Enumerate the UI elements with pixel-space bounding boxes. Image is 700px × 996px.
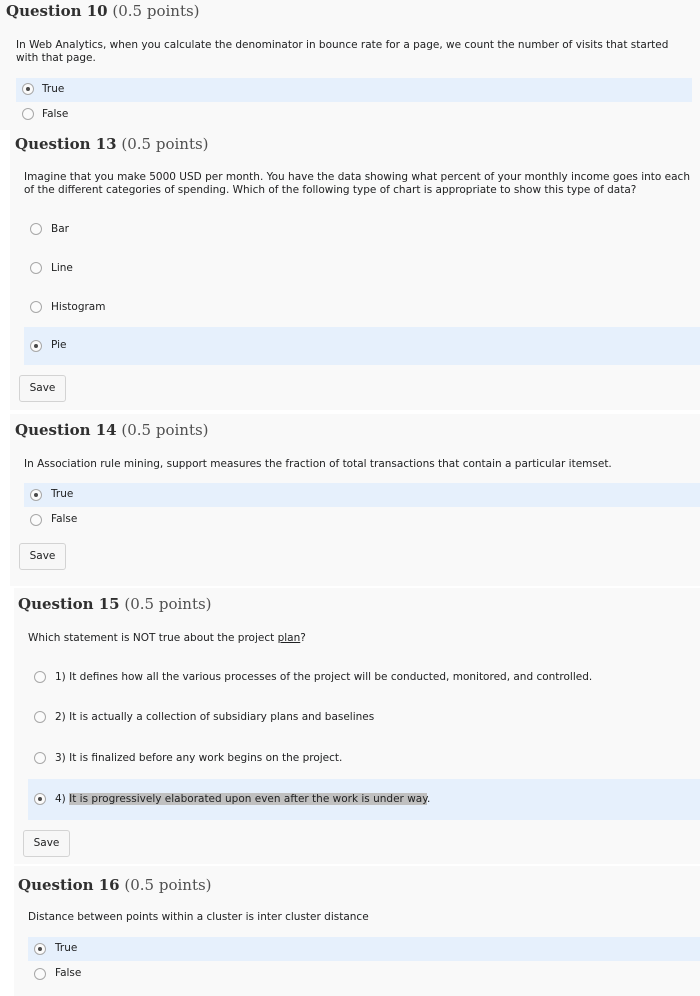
- question-points: (0.5 points): [124, 595, 212, 613]
- question-points: (0.5 points): [121, 421, 209, 439]
- question-number: Question 14: [15, 421, 117, 439]
- option-label: Histogram: [51, 301, 106, 313]
- option-label: [55, 671, 592, 683]
- question-points: (0.5 points): [121, 135, 209, 153]
- option-label: [55, 793, 430, 805]
- question-14-title: [15, 421, 209, 439]
- q15-option-3[interactable]: [28, 747, 700, 771]
- question-13-text: Imagine that you make 5000 USD per month. You have the data showing what percent of your monthly income goes into each of the different categories of spending. Which of the following type of chart is appropriate to show this type of data?: [24, 171, 690, 196]
- q13-save-button[interactable]: Save: [19, 375, 66, 402]
- q16-option-false[interactable]: [28, 962, 700, 986]
- radio-button-selected[interactable]: [22, 83, 34, 95]
- q14-save-button[interactable]: Save: [19, 543, 66, 570]
- option-label: [55, 711, 374, 723]
- radio-button[interactable]: [34, 671, 46, 683]
- option-number: 2): [55, 711, 66, 723]
- question-14-text: In Association rule mining, support measures the fraction of total transactions that contain a particular itemset.: [24, 458, 612, 470]
- option-label: True: [55, 942, 78, 954]
- radio-button[interactable]: [34, 711, 46, 723]
- question-number: Question 10: [6, 2, 108, 20]
- question-15-text: [28, 632, 688, 645]
- q15-option-2[interactable]: [28, 706, 700, 730]
- option-number: 4): [55, 793, 66, 805]
- question-number: Question 13: [15, 135, 117, 153]
- radio-button[interactable]: [30, 301, 42, 313]
- radio-button-selected[interactable]: [30, 489, 42, 501]
- radio-button[interactable]: [30, 262, 42, 274]
- question-number: Question 16: [18, 876, 120, 894]
- radio-button[interactable]: [30, 223, 42, 235]
- q16-option-true[interactable]: [28, 937, 700, 961]
- option-text-highlighted: It is progressively elaborated upon even after the work is under way: [69, 793, 427, 805]
- option-label: False: [55, 967, 82, 979]
- radio-button-selected[interactable]: [34, 943, 46, 955]
- question-10-title: [6, 2, 200, 20]
- q13-option-histogram[interactable]: [24, 296, 700, 320]
- option-text: It is actually a collection of subsidiary plans and baselines: [69, 711, 375, 723]
- q15-option-1[interactable]: [28, 666, 700, 690]
- q15-save-button[interactable]: Save: [23, 830, 70, 857]
- radio-button[interactable]: [34, 968, 46, 980]
- question-16-text: Distance between points within a cluster is inter cluster distance: [28, 911, 369, 923]
- question-number: Question 15: [18, 595, 120, 613]
- question-points: (0.5 points): [124, 876, 212, 894]
- option-label: [55, 752, 342, 764]
- question-16-title: [18, 876, 212, 894]
- radio-button-selected[interactable]: [30, 340, 42, 352]
- q13-option-line[interactable]: [24, 257, 700, 281]
- option-number: 1): [55, 671, 66, 683]
- option-label: Line: [51, 262, 73, 274]
- radio-button[interactable]: [34, 752, 46, 764]
- option-text: It is finalized before any work begins on the project.: [69, 752, 343, 764]
- option-label: False: [51, 513, 78, 525]
- q14-option-true[interactable]: [24, 483, 700, 507]
- question-text-end: ?: [300, 632, 306, 644]
- q13-option-pie[interactable]: [24, 327, 700, 365]
- q14-option-false[interactable]: [24, 508, 700, 532]
- option-text: It defines how all the various processes of the project will be conducted, monitored, and controlled.: [69, 671, 593, 683]
- question-13-title: [15, 135, 209, 153]
- radio-button[interactable]: [30, 514, 42, 526]
- option-number: 3): [55, 752, 66, 764]
- option-label: False: [42, 108, 69, 120]
- q15-option-4[interactable]: [28, 779, 700, 820]
- option-label: Pie: [51, 339, 67, 351]
- radio-button-selected[interactable]: [34, 793, 46, 805]
- option-label: True: [51, 488, 74, 500]
- q10-option-false[interactable]: [16, 103, 692, 127]
- q10-option-true[interactable]: [16, 78, 692, 102]
- option-label: True: [42, 83, 65, 95]
- option-text-suffix: .: [426, 793, 431, 805]
- question-15-title: [18, 595, 212, 613]
- plan-link[interactable]: plan: [277, 632, 301, 644]
- radio-button[interactable]: [22, 108, 34, 120]
- q13-option-bar[interactable]: [24, 218, 700, 242]
- question-text: Which statement is NOT true about the project: [28, 632, 278, 644]
- question-points: (0.5 points): [112, 2, 200, 20]
- option-label: Bar: [51, 223, 69, 235]
- question-10-text: In Web Analytics, when you calculate the denominator in bounce rate for a page, we count the number of visits that started with that page.: [16, 39, 669, 64]
